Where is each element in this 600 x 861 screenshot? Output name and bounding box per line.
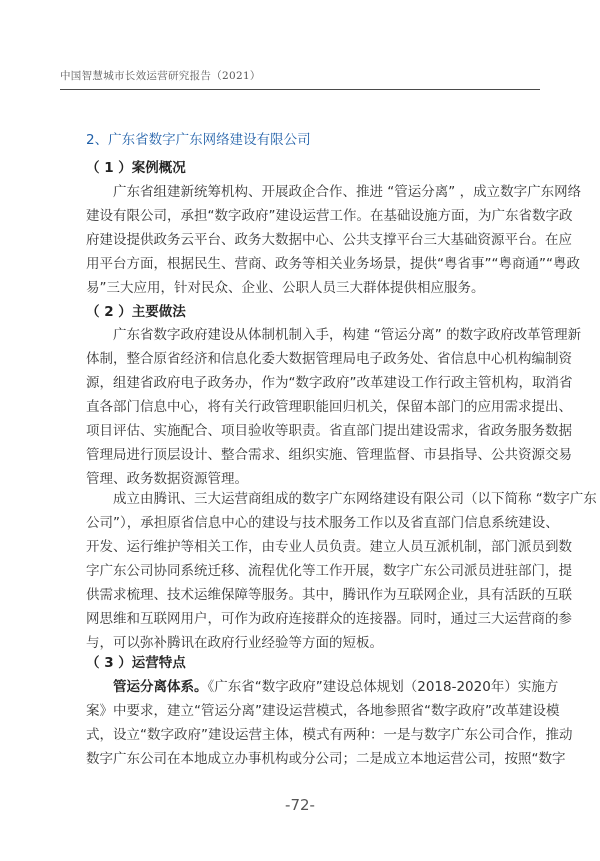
paragraph-main-practices-1 [86,323,582,491]
text-line: 网思维和互联网用户，可作为政府连接群众的连接器。同时，通过三大运营商的参 [86,611,572,627]
text-line: 与，可以弥补腾讯在政府行业经验等方面的短板。 [86,635,383,651]
text-line: 府建设提供政务云平台、政务大数据中心、公共支撑平台三大基础资源平台。在应 [86,232,572,248]
text-line: 字广东公司协同系统迁移、流程优化等工作开展，数字广东公司派员进驻部门，提 [86,563,572,579]
text-line: 数字广东公司在本地成立办事机构或分公司；二是成立本地运营公司，按照“数字 [86,751,566,767]
running-header: 中国智慧城市长效运营研究报告（2021） [60,70,261,82]
text-line-rest: 《广东省“数字政府”建设总体规划（2018-2020年）实施方 [207,679,559,695]
paragraph-case-overview [86,180,582,300]
lead-phrase: 管运分离体系。 [113,679,208,695]
text-line: 管理、政务数据资源管理。 [86,471,248,487]
paragraph-main-practices-2 [86,487,597,655]
text-line: 式，设立“数字政府”建设运营主体，模式有两种：一是与数字广东公司合作，推动 [86,727,573,743]
text-line: 成立由腾讯、三大运营商组成的数字广东网络建设有限公司（以下简称 “数字广东 [113,491,597,507]
text-line: 供需求梳理、技术运维保障等服务。其中，腾讯作为互联网企业，具有活跃的互联 [86,587,572,603]
page-number: -72- [285,796,315,814]
subsection-heading-main-practices: （ 2 ）主要做法 [86,304,186,320]
text-line: 开发、运行维护等相关工作，由专业人员负责。建立人员互派机制，部门派员到数 [86,539,572,555]
paragraph-operation-features [86,675,573,771]
section-title: 2、广东省数字广东网络建设有限公司 [86,132,311,148]
text-line [86,675,559,699]
text-line: 案》中要求，建立“管运分离”建设运营模式，各地参照省“数字政府”改革建设模 [86,703,560,719]
text-line: 用平台方面，根据民生、营商、政务等相关业务场景，提供“粤省事”“粤商通”“粤政 [86,256,580,272]
subsection-heading-case-overview: （ 1 ）案例概况 [86,160,186,176]
text-line: 项目评估、实施配合、项目验收等职责。省直部门提出建设需求，省政务服务数据 [86,423,572,439]
text-line: 广东省数字政府建设从体制机制入手，构建 “管运分离” 的数字政府改革管理新 [113,327,582,343]
header-rule [60,89,540,90]
text-line: 易”三大应用，针对民众、企业、公职人员三大群体提供相应服务。 [86,280,485,296]
subsection-heading-operation-features: （ 3 ）运营特点 [86,655,186,671]
text-line: 管理局进行顶层设计、整合需求、组织实施、管理监督、市县指导、公共资源交易 [86,447,572,463]
text-line: 广东省组建新统筹机构、开展政企合作、推进 “管运分离” ，成立数字广东网络 [113,184,582,200]
text-line: 直各部门信息中心，将有关行政管理职能回归机关，保留本部门的应用需求提出、 [86,399,572,415]
text-line: 源，组建省政府电子政务办，作为“数字政府”改革建设工作行政主管机构，取消省 [86,375,573,391]
text-line: 体制，整合原省经济和信息化委大数据管理局电子政务处、省信息中心机构编制资 [86,351,572,367]
text-line: 公司”），承担原省信息中心的建设与技术服务工作以及省直部门信息系统建设、 [86,515,559,531]
text-line: 建设有限公司，承担“数字政府”建设运营工作。在基础设施方面，为广东省数字政 [86,208,573,224]
